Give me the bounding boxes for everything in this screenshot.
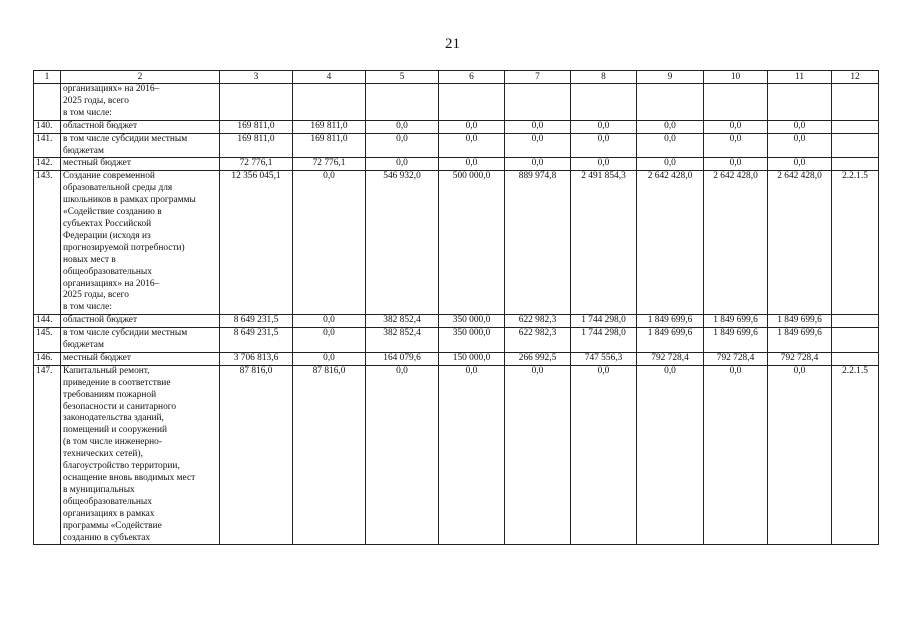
value-cell: 350 000,0: [439, 328, 505, 353]
value-cell: [571, 84, 637, 121]
value-cell: 0,0: [768, 133, 832, 158]
row-description: [61, 171, 220, 315]
value-cell: 1 849 699,6: [704, 328, 768, 353]
row-number: 147.: [34, 365, 61, 545]
value-cell: 0,0: [637, 158, 704, 171]
value-cell: 169 811,0: [293, 133, 366, 158]
description-line: 2025 годы, всего: [63, 290, 129, 301]
description-line: субъектах Российской: [63, 218, 152, 229]
measure-code: 2.2.1.5: [832, 171, 879, 315]
table-row: [34, 133, 879, 158]
value-cell: 0,0: [637, 133, 704, 158]
value-cell: 0,0: [293, 171, 366, 315]
measure-code: [832, 120, 879, 133]
column-header: 5: [366, 71, 439, 84]
value-cell: 0,0: [768, 120, 832, 133]
value-cell: [768, 84, 832, 121]
description-line: прогнозируемой потребности): [63, 242, 185, 253]
description-line: программы «Содействие: [63, 520, 162, 531]
description-line: «Содействие созданию в: [63, 207, 162, 218]
value-cell: [505, 84, 571, 121]
value-cell: 792 728,4: [637, 352, 704, 365]
value-cell: 792 728,4: [704, 352, 768, 365]
value-cell: 0,0: [571, 365, 637, 545]
table-row: [34, 365, 879, 545]
value-cell: 0,0: [366, 133, 439, 158]
table-row: [34, 84, 879, 121]
row-number: 143.: [34, 171, 61, 315]
value-cell: [366, 84, 439, 121]
table-row: [34, 120, 879, 133]
value-cell: 0,0: [571, 133, 637, 158]
description-line: новых мест в: [63, 254, 116, 265]
column-header: 10: [704, 71, 768, 84]
value-cell: 0,0: [571, 120, 637, 133]
value-cell: 1 744 298,0: [571, 328, 637, 353]
description-line: в том числе:: [63, 302, 112, 313]
description-line: Капитальный ремонт,: [63, 365, 150, 376]
value-cell: 0,0: [366, 120, 439, 133]
value-cell: 1 849 699,6: [768, 328, 832, 353]
row-number: [34, 84, 61, 121]
measure-code: [832, 315, 879, 328]
description-line: в том числе субсидии местным: [63, 133, 188, 144]
value-cell: 0,0: [439, 133, 505, 158]
description-line: Федерации (исходя из: [63, 230, 151, 241]
value-cell: 0,0: [439, 365, 505, 545]
measure-code: [832, 352, 879, 365]
row-number: 144.: [34, 315, 61, 328]
description-line: в том числе:: [63, 107, 112, 118]
value-cell: 0,0: [571, 158, 637, 171]
column-header: 12: [832, 71, 879, 84]
description-line: созданию в субъектах: [63, 532, 151, 543]
table-row: [34, 328, 879, 353]
value-cell: 0,0: [768, 158, 832, 171]
value-cell: 72 776,1: [293, 158, 366, 171]
value-cell: 0,0: [768, 365, 832, 545]
value-cell: 164 079,6: [366, 352, 439, 365]
description-line: бюджетам: [63, 145, 104, 156]
value-cell: 382 852,4: [366, 328, 439, 353]
value-cell: 0,0: [704, 158, 768, 171]
value-cell: 169 811,0: [220, 133, 293, 158]
row-description: [61, 133, 220, 158]
description-line: безопасности и санитарного: [63, 401, 177, 412]
value-cell: 0,0: [505, 120, 571, 133]
measure-code: [832, 158, 879, 171]
value-cell: 87 816,0: [293, 365, 366, 545]
description-line: законодательства зданий,: [63, 413, 164, 424]
row-number: 140.: [34, 120, 61, 133]
value-cell: 0,0: [505, 365, 571, 545]
column-header: 8: [571, 71, 637, 84]
table-body: [34, 71, 879, 545]
description-line: областной бюджет: [63, 315, 138, 326]
description-line: общеобразовательных: [63, 496, 152, 507]
value-cell: 792 728,4: [768, 352, 832, 365]
value-cell: 12 356 045,1: [220, 171, 293, 315]
value-cell: 1 849 699,6: [637, 315, 704, 328]
value-cell: 382 852,4: [366, 315, 439, 328]
column-header: 1: [34, 71, 61, 84]
value-cell: 747 556,3: [571, 352, 637, 365]
value-cell: 266 992,5: [505, 352, 571, 365]
description-line: благоустройство территории,: [63, 461, 180, 472]
column-header: 6: [439, 71, 505, 84]
table-row: [34, 352, 879, 365]
value-cell: 0,0: [704, 365, 768, 545]
value-cell: 0,0: [293, 328, 366, 353]
description-line: областной бюджет: [63, 120, 138, 131]
row-description: [61, 365, 220, 545]
value-cell: 0,0: [505, 133, 571, 158]
value-cell: 546 932,0: [366, 171, 439, 315]
column-header: 9: [637, 71, 704, 84]
budget-table: [33, 70, 879, 545]
value-cell: 1 849 699,6: [637, 328, 704, 353]
row-number: 141.: [34, 133, 61, 158]
value-cell: 8 649 231,5: [220, 315, 293, 328]
description-line: образовательной среды для: [63, 183, 173, 194]
measure-code: [832, 133, 879, 158]
description-line: Создание современной: [63, 171, 155, 182]
value-cell: 500 000,0: [439, 171, 505, 315]
value-cell: 2 642 428,0: [704, 171, 768, 315]
value-cell: 0,0: [293, 315, 366, 328]
value-cell: 0,0: [704, 133, 768, 158]
description-line: требованиям пожарной: [63, 389, 157, 400]
value-cell: 622 982,3: [505, 328, 571, 353]
description-line: 2025 годы, всего: [63, 95, 129, 106]
value-cell: 3 706 813,6: [220, 352, 293, 365]
value-cell: 0,0: [366, 365, 439, 545]
value-cell: 0,0: [637, 365, 704, 545]
value-cell: 0,0: [293, 352, 366, 365]
measure-code: [832, 84, 879, 121]
description-line: (в том числе инженерно-: [63, 437, 162, 448]
value-cell: 0,0: [366, 158, 439, 171]
measure-code: [832, 328, 879, 353]
page-number: 21: [445, 36, 460, 52]
value-cell: 0,0: [439, 120, 505, 133]
description-line: помещений и сооружений: [63, 425, 167, 436]
value-cell: 0,0: [704, 120, 768, 133]
description-line: организациях в рамках: [63, 508, 155, 519]
row-description: [61, 158, 220, 171]
description-line: организациях» на 2016–: [63, 278, 160, 289]
description-line: школьников в рамках программы: [63, 195, 196, 206]
description-line: общеобразовательных: [63, 266, 152, 277]
value-cell: 2 491 854,3: [571, 171, 637, 315]
value-cell: 2 642 428,0: [637, 171, 704, 315]
row-description: [61, 315, 220, 328]
description-line: приведение в соответствие: [63, 377, 171, 388]
value-cell: 8 649 231,5: [220, 328, 293, 353]
table-row: [34, 171, 879, 315]
row-description: [61, 120, 220, 133]
value-cell: 72 776,1: [220, 158, 293, 171]
row-number: 142.: [34, 158, 61, 171]
row-description: [61, 328, 220, 353]
column-header: 11: [768, 71, 832, 84]
value-cell: 87 816,0: [220, 365, 293, 545]
column-header: 2: [61, 71, 220, 84]
column-header: 7: [505, 71, 571, 84]
description-line: местный бюджет: [63, 352, 131, 363]
value-cell: 169 811,0: [293, 120, 366, 133]
description-line: бюджетам: [63, 340, 104, 351]
value-cell: 169 811,0: [220, 120, 293, 133]
value-cell: 150 000,0: [439, 352, 505, 365]
value-cell: [220, 84, 293, 121]
description-line: технических сетей),: [63, 449, 143, 460]
value-cell: 0,0: [439, 158, 505, 171]
row-description: [61, 84, 220, 121]
value-cell: 0,0: [505, 158, 571, 171]
value-cell: [704, 84, 768, 121]
row-number: 146.: [34, 352, 61, 365]
description-line: в том числе субсидии местным: [63, 328, 188, 339]
description-line: местный бюджет: [63, 158, 131, 169]
table-header-row: [34, 71, 879, 84]
value-cell: [293, 84, 366, 121]
value-cell: 0,0: [637, 120, 704, 133]
table-row: [34, 315, 879, 328]
description-line: организациях» на 2016–: [63, 84, 160, 94]
description-line: в муниципальных: [63, 484, 135, 495]
description-line: оснащение вновь вводимых мест: [63, 473, 196, 483]
measure-code: 2.2.1.5: [832, 365, 879, 545]
row-number: 145.: [34, 328, 61, 353]
value-cell: 1 849 699,6: [704, 315, 768, 328]
table-row: [34, 158, 879, 171]
column-header: 3: [220, 71, 293, 84]
value-cell: 2 642 428,0: [768, 171, 832, 315]
value-cell: 1 849 699,6: [768, 315, 832, 328]
value-cell: 889 974,8: [505, 171, 571, 315]
value-cell: 350 000,0: [439, 315, 505, 328]
row-description: [61, 352, 220, 365]
value-cell: [637, 84, 704, 121]
value-cell: 622 982,3: [505, 315, 571, 328]
column-header: 4: [293, 71, 366, 84]
value-cell: [439, 84, 505, 121]
value-cell: 1 744 298,0: [571, 315, 637, 328]
